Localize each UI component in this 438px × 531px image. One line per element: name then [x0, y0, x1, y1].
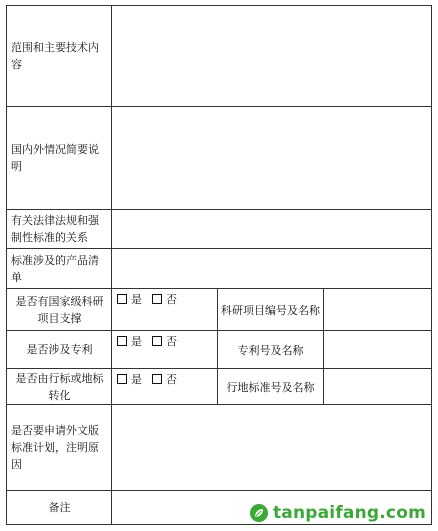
watermark — [250, 503, 426, 523]
research-no-option[interactable]: 否 — [152, 291, 177, 307]
row-laws — [7, 210, 431, 249]
checkbox-icon[interactable] — [152, 374, 162, 384]
label-products: 标准涉及的产品清单 — [7, 249, 112, 288]
patent-choice — [112, 331, 218, 368]
field-domestic-foreign[interactable] — [112, 107, 431, 209]
patent-yes-option[interactable]: 是 — [117, 333, 142, 349]
row-conversion — [7, 369, 431, 405]
checkbox-icon[interactable] — [152, 336, 162, 346]
research-yes-option[interactable]: 是 — [117, 291, 142, 307]
standard-number-label: 行地标准号及名称 — [218, 369, 324, 404]
watermark-text: tanpaifang.com — [272, 503, 426, 523]
checkbox-icon[interactable] — [117, 294, 127, 304]
checkbox-icon[interactable] — [152, 294, 162, 304]
label-laws: 有关法律法规和强制性标准的关系 — [7, 210, 112, 248]
patent-number-field[interactable] — [324, 331, 431, 368]
row-foreign-version — [7, 405, 431, 491]
patent-no-option[interactable]: 否 — [152, 333, 177, 349]
row-products — [7, 249, 431, 289]
label-research: 是否有国家级科研项目支撑 — [7, 289, 112, 330]
row-scope — [7, 6, 431, 107]
label-patent: 是否涉及专利 — [7, 331, 112, 368]
field-foreign-version[interactable] — [112, 405, 431, 490]
field-laws[interactable] — [112, 210, 431, 248]
research-choice — [112, 289, 218, 330]
standard-number-field[interactable] — [324, 369, 431, 404]
conversion-no-option[interactable]: 否 — [152, 371, 177, 387]
row-patent — [7, 331, 431, 369]
label-foreign-version: 是否要申请外文版标准计划，注明原因 — [7, 405, 112, 490]
checkbox-icon[interactable] — [117, 336, 127, 346]
leaf-logo-icon — [250, 504, 268, 522]
label-remarks: 备注 — [7, 491, 112, 524]
label-conversion: 是否由行标或地标转化 — [7, 369, 112, 404]
field-scope[interactable] — [112, 6, 431, 106]
field-products[interactable] — [112, 249, 431, 288]
checkbox-icon[interactable] — [117, 374, 127, 384]
research-project-label: 科研项目编号及名称 — [218, 289, 324, 330]
patent-number-label: 专利号及名称 — [218, 331, 324, 368]
label-domestic-foreign: 国内外情况简要说明 — [7, 107, 112, 209]
conversion-yes-option[interactable]: 是 — [117, 371, 142, 387]
row-research — [7, 289, 431, 331]
row-domestic-foreign — [7, 107, 431, 210]
form-table — [6, 5, 432, 525]
label-scope: 范围和主要技术内容 — [7, 6, 112, 106]
research-project-field[interactable] — [324, 289, 431, 330]
conversion-choice — [112, 369, 218, 404]
